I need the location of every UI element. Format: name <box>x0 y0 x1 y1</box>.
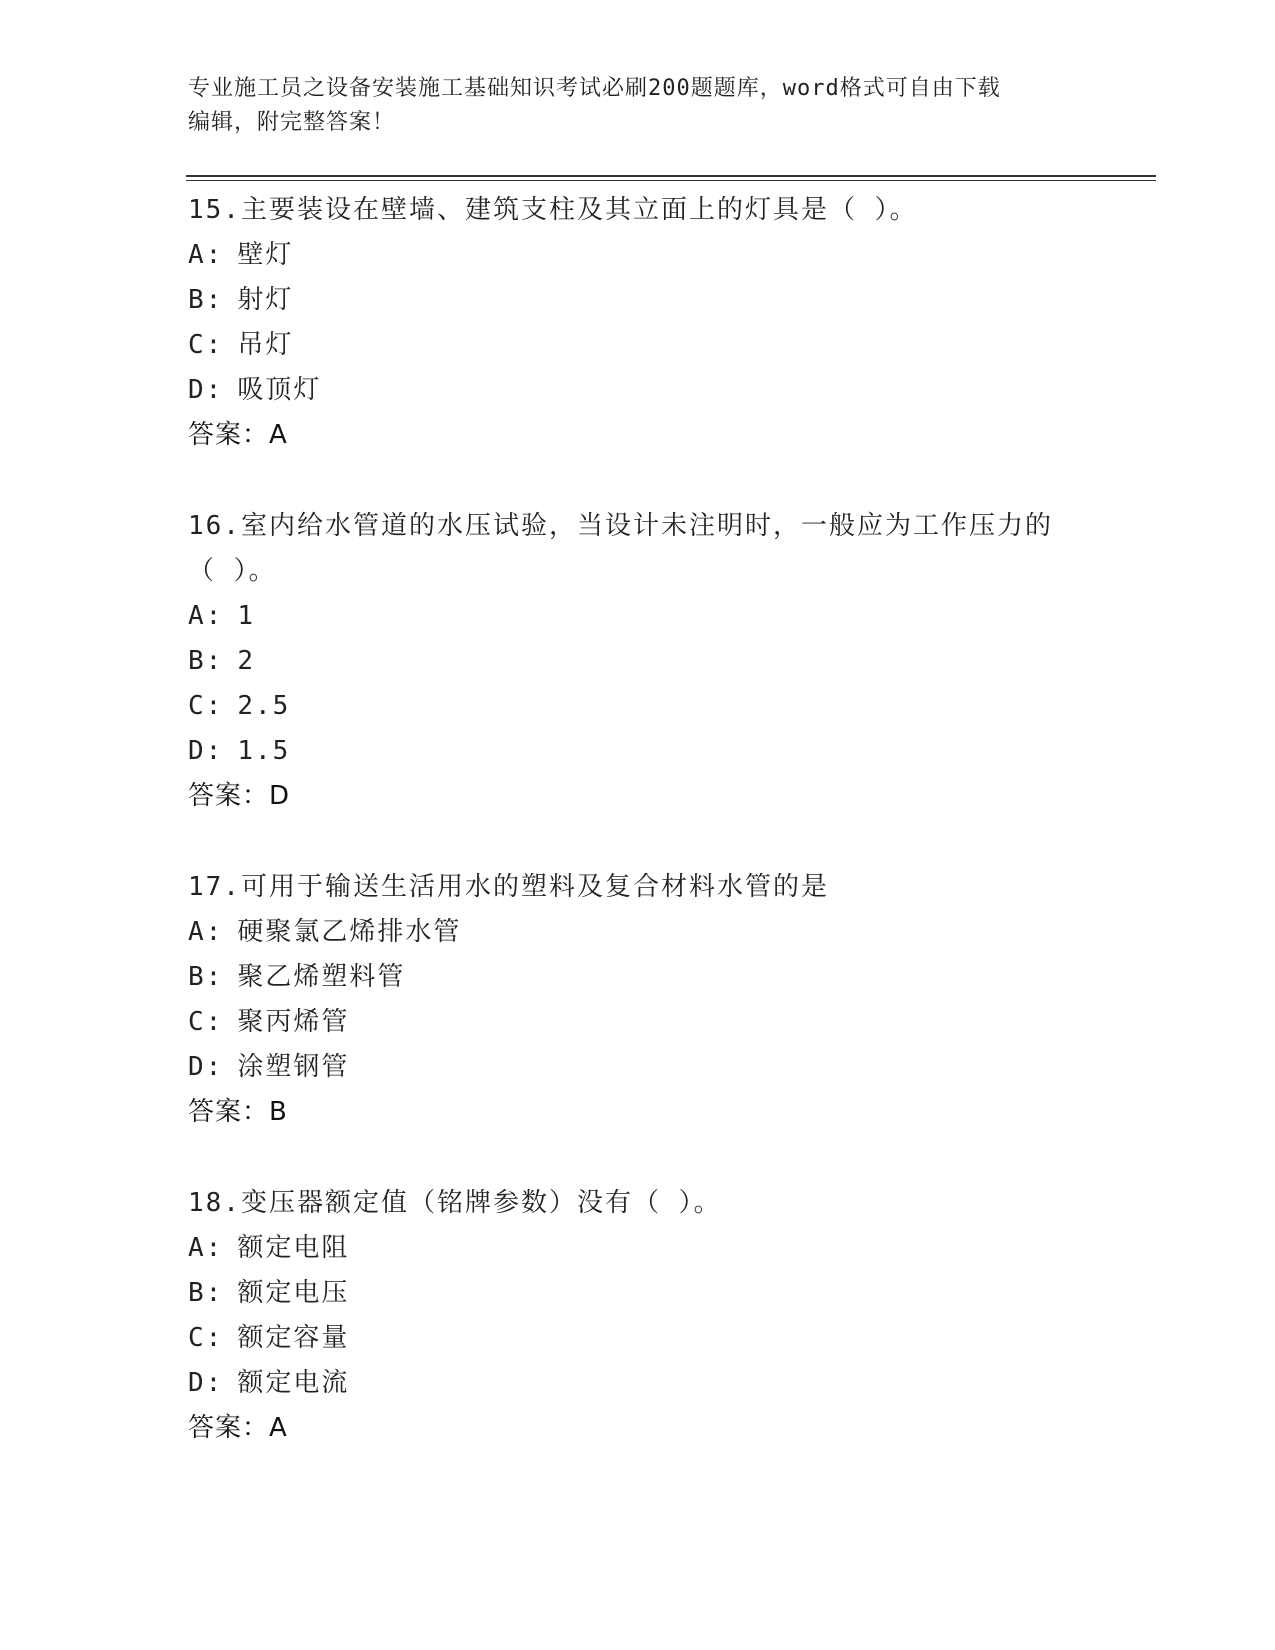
option-d <box>188 729 1088 774</box>
question-stem: 16.室内给水管道的水压试验，当设计未注明时，一般应为工作压力的 <box>188 511 1053 541</box>
option-letter: D: <box>188 736 224 766</box>
answer-line <box>188 1090 1088 1135</box>
option-d <box>188 1361 1088 1406</box>
option-letter: D: <box>188 1052 224 1082</box>
option-b <box>188 1271 1088 1316</box>
option-a <box>188 910 1088 955</box>
answer-label: 答案： <box>188 420 270 450</box>
option-letter: B: <box>188 962 224 992</box>
option-letter: C: <box>188 330 224 360</box>
header-line-1: 专业施工员之设备安装施工基础知识考试必刷200题题库，word格式可自由下载 <box>188 76 1001 101</box>
option-letter: C: <box>188 1007 224 1037</box>
option-letter: A: <box>188 601 224 631</box>
option-text: 额定容量 <box>237 1323 350 1353</box>
answer-line <box>188 774 1088 819</box>
option-text: 聚乙烯塑料管 <box>237 962 406 992</box>
option-text: 额定电阻 <box>237 1233 350 1263</box>
answer-line <box>188 413 1088 458</box>
option-b <box>188 278 1088 323</box>
question-stem: 15.主要装设在壁墙、建筑支柱及其立面上的灯具是（ ）。 <box>188 195 918 225</box>
header-divider-thin <box>186 180 1156 181</box>
option-c <box>188 1316 1088 1361</box>
question-stem: 18.变压器额定值（铭牌参数）没有（ ）。 <box>188 1188 722 1218</box>
option-text: 2.5 <box>237 691 291 721</box>
option-a <box>188 233 1088 278</box>
option-text: 硬聚氯乙烯排水管 <box>237 917 462 947</box>
option-text: 1 <box>237 601 255 631</box>
option-letter: B: <box>188 646 224 676</box>
answer-label: 答案： <box>188 1413 270 1443</box>
option-letter: A: <box>188 917 224 947</box>
option-b <box>188 955 1088 1000</box>
question-15 <box>188 188 1088 458</box>
option-text: 吸顶灯 <box>237 375 322 405</box>
answer-label: 答案： <box>188 1097 270 1127</box>
answer-value: A <box>269 1413 288 1443</box>
option-d <box>188 368 1088 413</box>
option-text: 2 <box>237 646 255 676</box>
document-header <box>188 72 1088 140</box>
option-letter: A: <box>188 1233 224 1263</box>
option-text: 壁灯 <box>237 240 294 270</box>
answer-value: D <box>269 781 291 811</box>
option-letter: B: <box>188 285 224 315</box>
option-letter: A: <box>188 240 224 270</box>
question-17 <box>188 865 1088 1135</box>
option-text: 涂塑钢管 <box>237 1052 350 1082</box>
option-c <box>188 684 1088 729</box>
option-letter: D: <box>188 375 224 405</box>
answer-value: A <box>269 420 288 450</box>
option-a <box>188 594 1088 639</box>
question-18 <box>188 1181 1088 1451</box>
option-letter: C: <box>188 1323 224 1353</box>
answer-label: 答案： <box>188 781 270 811</box>
option-c <box>188 323 1088 368</box>
header-divider-thick <box>186 175 1156 177</box>
header-line-2: 编辑，附完整答案！ <box>188 110 396 135</box>
option-b <box>188 639 1088 684</box>
option-text: 聚丙烯管 <box>237 1007 350 1037</box>
option-text: 射灯 <box>237 285 294 315</box>
option-a <box>188 1226 1088 1271</box>
option-text: 1.5 <box>237 736 291 766</box>
option-text: 吊灯 <box>237 330 294 360</box>
question-stem-continued: （ ）。 <box>188 556 277 586</box>
question-16 <box>188 504 1088 819</box>
option-c <box>188 1000 1088 1045</box>
question-list <box>188 188 1088 1497</box>
answer-value: B <box>269 1097 288 1127</box>
option-text: 额定电流 <box>237 1368 350 1398</box>
option-letter: C: <box>188 691 224 721</box>
question-stem: 17.可用于输送生活用水的塑料及复合材料水管的是 <box>188 872 829 902</box>
option-letter: D: <box>188 1368 224 1398</box>
answer-line <box>188 1406 1088 1451</box>
option-letter: B: <box>188 1278 224 1308</box>
option-d <box>188 1045 1088 1090</box>
option-text: 额定电压 <box>237 1278 350 1308</box>
